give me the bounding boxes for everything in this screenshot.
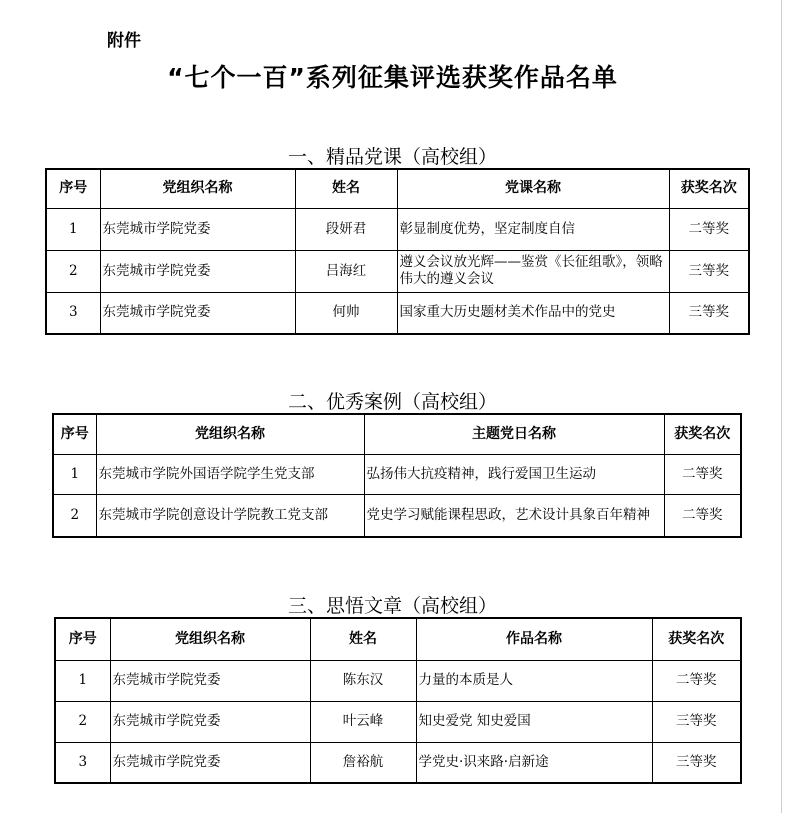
row-index: 2 — [53, 494, 96, 537]
articles-table — [54, 617, 742, 784]
work-title: 国家重大历史题材美术作品中的党史 — [397, 292, 669, 334]
row-index: 3 — [55, 742, 110, 783]
row-index: 2 — [46, 250, 100, 292]
section-title-cases: 二、优秀案例（高校组） — [287, 391, 497, 413]
theme-title: 党史学习赋能课程思政，艺术设计具象百年精神 — [364, 494, 664, 537]
organization-name: 东莞城市学院外国语学院学生党支部 — [96, 454, 364, 494]
row-index: 3 — [46, 292, 100, 334]
column-header: 获奖名次 — [664, 414, 741, 454]
organization-name: 东莞城市学院党委 — [100, 250, 295, 292]
table-header-row — [46, 169, 749, 208]
table-header-row — [55, 618, 741, 660]
table-row — [53, 494, 741, 537]
organization-name: 东莞城市学院党委 — [110, 701, 310, 742]
work-title: 学党史·识来路·启新途 — [416, 742, 652, 783]
table-row — [55, 660, 741, 701]
person-name: 吕海红 — [295, 250, 397, 292]
column-header: 党组织名称 — [100, 169, 295, 208]
table-row — [46, 208, 749, 250]
work-title: 彰显制度优势，坚定制度自信 — [397, 208, 669, 250]
column-header: 姓名 — [295, 169, 397, 208]
award-rank: 二等奖 — [652, 660, 741, 701]
work-title: 遵义会议放光辉——鉴赏《长征组歌》，领略伟大的遵义会议 — [397, 250, 669, 292]
column-header: 主题党日名称 — [364, 414, 664, 454]
award-rank: 二等奖 — [664, 494, 741, 537]
row-index: 1 — [46, 208, 100, 250]
person-name: 叶云峰 — [310, 701, 416, 742]
column-header: 党组织名称 — [110, 618, 310, 660]
column-header: 序号 — [55, 618, 110, 660]
page-title: “七个一百”系列征集评选获奖作品名单 — [167, 63, 618, 92]
table-row — [46, 250, 749, 292]
table-row — [46, 292, 749, 334]
column-header: 党课名称 — [397, 169, 669, 208]
cases-table — [52, 413, 742, 538]
column-header: 姓名 — [310, 618, 416, 660]
table-row — [55, 701, 741, 742]
attachment-label: 附件 — [107, 31, 141, 51]
section-title-courses: 一、精品党课（高校组） — [287, 146, 497, 168]
column-header: 作品名称 — [416, 618, 652, 660]
organization-name: 东莞城市学院党委 — [100, 292, 295, 334]
column-header: 序号 — [46, 169, 100, 208]
work-title: 力量的本质是人 — [416, 660, 652, 701]
award-rank: 三等奖 — [669, 250, 749, 292]
person-name: 何帅 — [295, 292, 397, 334]
column-header: 获奖名次 — [669, 169, 749, 208]
column-header: 序号 — [53, 414, 96, 454]
award-rank: 三等奖 — [652, 701, 741, 742]
person-name: 段妍君 — [295, 208, 397, 250]
row-index: 1 — [55, 660, 110, 701]
row-index: 2 — [55, 701, 110, 742]
award-rank: 二等奖 — [669, 208, 749, 250]
column-header: 党组织名称 — [96, 414, 364, 454]
organization-name: 东莞城市学院党委 — [100, 208, 295, 250]
theme-title: 弘扬伟大抗疫精神，践行爱国卫生运动 — [364, 454, 664, 494]
organization-name: 东莞城市学院党委 — [110, 660, 310, 701]
work-title: 知史爱党 知史爱国 — [416, 701, 652, 742]
person-name: 陈东汉 — [310, 660, 416, 701]
organization-name: 东莞城市学院创意设计学院教工党支部 — [96, 494, 364, 537]
organization-name: 东莞城市学院党委 — [110, 742, 310, 783]
award-rank: 三等奖 — [669, 292, 749, 334]
award-rank: 二等奖 — [664, 454, 741, 494]
row-index: 1 — [53, 454, 96, 494]
table-row — [55, 742, 741, 783]
person-name: 詹裕航 — [310, 742, 416, 783]
courses-table — [45, 168, 750, 335]
column-header: 获奖名次 — [652, 618, 741, 660]
table-header-row — [53, 414, 741, 454]
award-rank: 三等奖 — [652, 742, 741, 783]
table-row — [53, 454, 741, 494]
section-title-articles: 三、思悟文章（高校组） — [287, 595, 497, 617]
